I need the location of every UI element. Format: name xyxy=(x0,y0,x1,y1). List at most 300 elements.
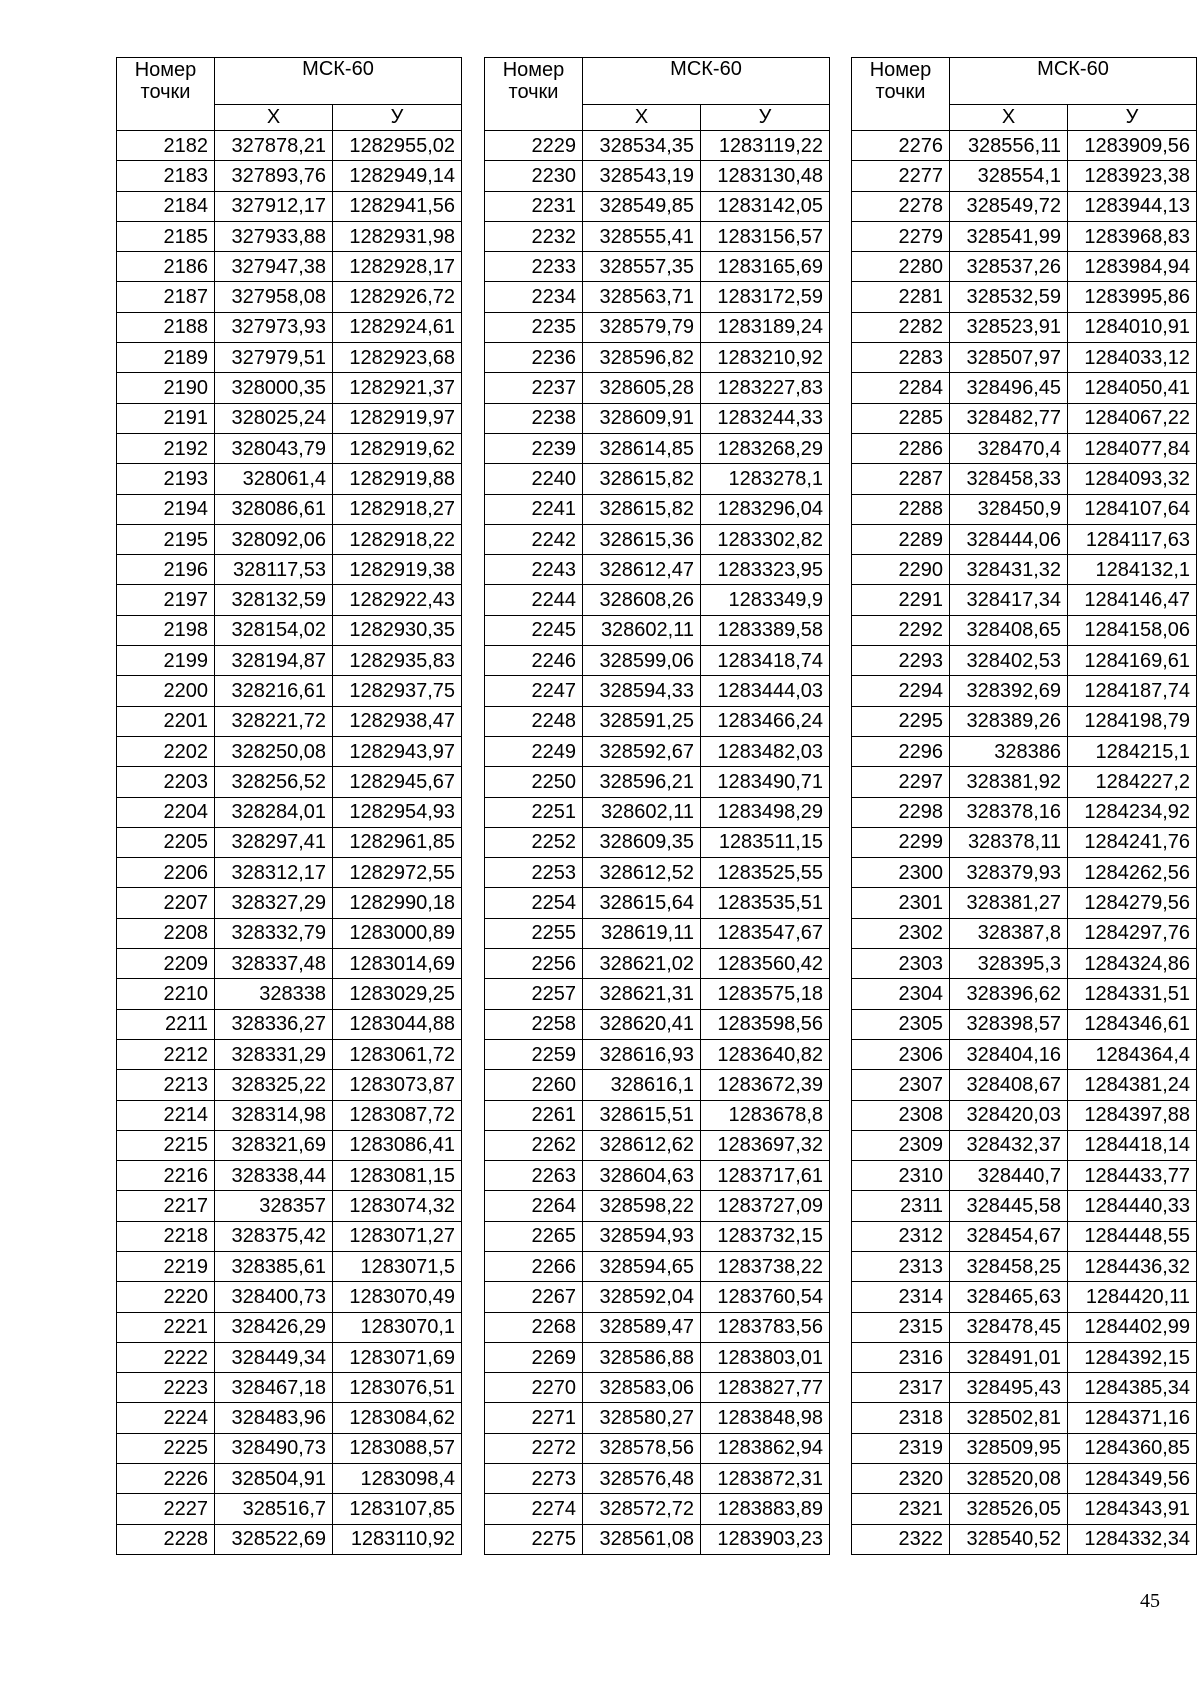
point-number-cell: 2303 xyxy=(852,949,950,979)
point-number-cell: 2259 xyxy=(485,1039,583,1069)
x-coordinate-cell: 328594,33 xyxy=(583,676,701,706)
y-coordinate-cell: 1283490,71 xyxy=(701,767,830,797)
table-row xyxy=(485,1161,830,1191)
y-coordinate-cell: 1283296,04 xyxy=(701,494,830,524)
x-coordinate-cell: 328576,48 xyxy=(583,1464,701,1494)
y-coordinate-cell: 1284234,92 xyxy=(1068,797,1197,827)
table-row xyxy=(117,282,462,312)
x-coordinate-cell: 328619,11 xyxy=(583,918,701,948)
y-coordinate-cell: 1282919,62 xyxy=(333,433,462,463)
point-number-cell: 2206 xyxy=(117,858,215,888)
x-coordinate-cell: 328440,7 xyxy=(950,1161,1068,1191)
x-coordinate-cell: 328594,93 xyxy=(583,1221,701,1251)
x-coordinate-cell: 328387,8 xyxy=(950,918,1068,948)
y-coordinate-cell: 1283968,83 xyxy=(1068,221,1197,251)
x-coordinate-cell: 328598,22 xyxy=(583,1191,701,1221)
y-coordinate-cell: 1283560,42 xyxy=(701,949,830,979)
x-coordinate-cell: 328504,91 xyxy=(215,1464,333,1494)
point-number-cell: 2288 xyxy=(852,494,950,524)
x-coordinate-cell: 328297,41 xyxy=(215,827,333,857)
x-coordinate-cell: 328614,85 xyxy=(583,433,701,463)
y-coordinate-cell: 1284331,51 xyxy=(1068,979,1197,1009)
x-coordinate-cell: 327912,17 xyxy=(215,191,333,221)
x-coordinate-cell: 328615,82 xyxy=(583,464,701,494)
x-coordinate-cell: 328491,01 xyxy=(950,1342,1068,1372)
x-coordinate-cell: 328408,67 xyxy=(950,1070,1068,1100)
table-row xyxy=(117,676,462,706)
point-number-cell: 2198 xyxy=(117,615,215,645)
x-coordinate-cell: 328602,11 xyxy=(583,615,701,645)
point-number-cell: 2218 xyxy=(117,1221,215,1251)
x-coordinate-cell: 328615,36 xyxy=(583,524,701,554)
x-coordinate-cell: 328216,61 xyxy=(215,676,333,706)
x-coordinate-cell: 328389,26 xyxy=(950,706,1068,736)
table-row xyxy=(485,1524,830,1554)
point-number-cell: 2188 xyxy=(117,312,215,342)
point-number-cell: 2271 xyxy=(485,1403,583,1433)
y-coordinate-cell: 1284262,56 xyxy=(1068,858,1197,888)
y-coordinate-cell: 1282918,22 xyxy=(333,524,462,554)
x-coordinate-cell: 328331,29 xyxy=(215,1039,333,1069)
table-row xyxy=(852,1191,1197,1221)
y-coordinate-cell: 1283086,41 xyxy=(333,1130,462,1160)
table-row xyxy=(485,1070,830,1100)
point-number-cell: 2185 xyxy=(117,221,215,251)
x-coordinate-cell: 328604,63 xyxy=(583,1161,701,1191)
x-coordinate-cell: 327958,08 xyxy=(215,282,333,312)
x-coordinate-cell: 328578,56 xyxy=(583,1433,701,1463)
table-row xyxy=(852,676,1197,706)
point-number-cell: 2231 xyxy=(485,191,583,221)
point-number-cell: 2226 xyxy=(117,1464,215,1494)
y-coordinate-cell: 1283783,56 xyxy=(701,1312,830,1342)
point-number-cell: 2251 xyxy=(485,797,583,827)
table-row xyxy=(117,615,462,645)
y-coordinate-cell: 1284346,61 xyxy=(1068,1009,1197,1039)
table-row xyxy=(117,1312,462,1342)
point-number-cell: 2244 xyxy=(485,585,583,615)
table-row xyxy=(117,131,462,161)
point-number-cell: 2234 xyxy=(485,282,583,312)
x-coordinate-cell: 328392,69 xyxy=(950,676,1068,706)
point-number-cell: 2258 xyxy=(485,1009,583,1039)
y-coordinate-cell: 1283073,87 xyxy=(333,1070,462,1100)
point-number-cell: 2221 xyxy=(117,1312,215,1342)
table-row xyxy=(852,373,1197,403)
y-coordinate-cell: 1282922,43 xyxy=(333,585,462,615)
point-number-cell: 2254 xyxy=(485,888,583,918)
table-row xyxy=(117,706,462,736)
point-number-cell: 2225 xyxy=(117,1433,215,1463)
x-coordinate-cell: 328444,06 xyxy=(950,524,1068,554)
table-row xyxy=(485,585,830,615)
y-coordinate-cell: 1284418,14 xyxy=(1068,1130,1197,1160)
table-row xyxy=(852,1009,1197,1039)
table-row xyxy=(117,1282,462,1312)
y-coordinate-cell: 1283995,86 xyxy=(1068,282,1197,312)
x-coordinate-cell: 328616,93 xyxy=(583,1039,701,1069)
x-coordinate-cell: 328609,35 xyxy=(583,827,701,857)
table-row xyxy=(485,1221,830,1251)
point-number-cell: 2282 xyxy=(852,312,950,342)
x-coordinate-cell: 328507,97 xyxy=(950,343,1068,373)
table-row xyxy=(485,1282,830,1312)
table-row xyxy=(852,191,1197,221)
table-row xyxy=(485,555,830,585)
y-coordinate-cell: 1282923,68 xyxy=(333,343,462,373)
y-coordinate-cell: 1284343,91 xyxy=(1068,1494,1197,1524)
point-number-cell: 2228 xyxy=(117,1524,215,1554)
y-coordinate-cell: 1284392,15 xyxy=(1068,1342,1197,1372)
x-column-header: Х xyxy=(950,105,1068,131)
table-row xyxy=(117,221,462,251)
table-row xyxy=(852,282,1197,312)
table-row xyxy=(485,312,830,342)
y-coordinate-cell: 1284187,74 xyxy=(1068,676,1197,706)
x-coordinate-cell: 328404,16 xyxy=(950,1039,1068,1069)
point-number-cell: 2286 xyxy=(852,433,950,463)
table-row xyxy=(852,767,1197,797)
point-number-cell: 2285 xyxy=(852,403,950,433)
point-number-cell: 2304 xyxy=(852,979,950,1009)
coordinates-table-3 xyxy=(851,57,1197,1555)
x-coordinate-cell: 328395,3 xyxy=(950,949,1068,979)
point-number-cell: 2239 xyxy=(485,433,583,463)
y-coordinate-cell: 1283278,1 xyxy=(701,464,830,494)
table-row xyxy=(485,494,830,524)
x-coordinate-cell: 328470,4 xyxy=(950,433,1068,463)
table-row xyxy=(485,1433,830,1463)
y-coordinate-cell: 1283944,13 xyxy=(1068,191,1197,221)
x-coordinate-cell: 328520,08 xyxy=(950,1464,1068,1494)
y-coordinate-cell: 1282919,38 xyxy=(333,555,462,585)
table-row xyxy=(117,252,462,282)
table-row xyxy=(852,1039,1197,1069)
point-number-cell: 2195 xyxy=(117,524,215,554)
x-coordinate-cell: 327878,21 xyxy=(215,131,333,161)
table-row xyxy=(117,1191,462,1221)
table-row xyxy=(852,1161,1197,1191)
coordinates-table-1 xyxy=(116,57,462,1555)
table-row xyxy=(852,1312,1197,1342)
x-coordinate-cell: 328194,87 xyxy=(215,646,333,676)
y-coordinate-cell: 1283535,51 xyxy=(701,888,830,918)
x-coordinate-cell: 328602,11 xyxy=(583,797,701,827)
table-row xyxy=(852,494,1197,524)
y-coordinate-cell: 1284385,34 xyxy=(1068,1373,1197,1403)
point-number-cell: 2207 xyxy=(117,888,215,918)
table-row xyxy=(117,343,462,373)
point-number-cell: 2247 xyxy=(485,676,583,706)
x-coordinate-cell: 328596,82 xyxy=(583,343,701,373)
point-number-cell: 2209 xyxy=(117,949,215,979)
x-coordinate-cell: 328338 xyxy=(215,979,333,1009)
table-row xyxy=(117,1251,462,1281)
point-number-cell: 2232 xyxy=(485,221,583,251)
point-number-cell: 2265 xyxy=(485,1221,583,1251)
y-coordinate-cell: 1283466,24 xyxy=(701,706,830,736)
point-number-cell: 2243 xyxy=(485,555,583,585)
table-row xyxy=(852,464,1197,494)
x-coordinate-cell: 328563,71 xyxy=(583,282,701,312)
x-coordinate-cell: 327973,93 xyxy=(215,312,333,342)
table-row xyxy=(852,131,1197,161)
point-number-cell: 2197 xyxy=(117,585,215,615)
y-coordinate-cell: 1283210,92 xyxy=(701,343,830,373)
y-coordinate-cell: 1284158,06 xyxy=(1068,615,1197,645)
table-row xyxy=(485,1039,830,1069)
y-coordinate-cell: 1284227,2 xyxy=(1068,767,1197,797)
point-number-cell: 2295 xyxy=(852,706,950,736)
point-number-cell: 2217 xyxy=(117,1191,215,1221)
y-coordinate-cell: 1283525,55 xyxy=(701,858,830,888)
x-coordinate-cell: 328555,41 xyxy=(583,221,701,251)
x-coordinate-cell: 328327,29 xyxy=(215,888,333,918)
y-coordinate-cell: 1283110,92 xyxy=(333,1524,462,1554)
point-number-cell: 2187 xyxy=(117,282,215,312)
table-row xyxy=(117,1464,462,1494)
point-number-cell: 2299 xyxy=(852,827,950,857)
point-number-cell: 2184 xyxy=(117,191,215,221)
point-number-cell: 2190 xyxy=(117,373,215,403)
table-row xyxy=(117,949,462,979)
table-row xyxy=(485,1251,830,1281)
y-coordinate-cell: 1284402,99 xyxy=(1068,1312,1197,1342)
x-coordinate-cell: 328312,17 xyxy=(215,858,333,888)
table-row xyxy=(117,161,462,191)
point-number-cell: 2291 xyxy=(852,585,950,615)
y-coordinate-cell: 1284433,77 xyxy=(1068,1161,1197,1191)
table-row xyxy=(117,1373,462,1403)
table-row xyxy=(485,1342,830,1372)
x-coordinate-cell: 328490,73 xyxy=(215,1433,333,1463)
point-number-cell: 2253 xyxy=(485,858,583,888)
x-coordinate-cell: 328221,72 xyxy=(215,706,333,736)
table-row xyxy=(852,1403,1197,1433)
table-row xyxy=(117,464,462,494)
x-coordinate-cell: 328594,65 xyxy=(583,1251,701,1281)
point-number-cell: 2252 xyxy=(485,827,583,857)
x-coordinate-cell: 328000,35 xyxy=(215,373,333,403)
y-coordinate-cell: 1283678,8 xyxy=(701,1100,830,1130)
table-row xyxy=(485,1312,830,1342)
point-number-header: Номер точки xyxy=(117,58,215,131)
y-coordinate-cell: 1283061,72 xyxy=(333,1039,462,1069)
x-coordinate-cell: 328025,24 xyxy=(215,403,333,433)
x-coordinate-cell: 328337,48 xyxy=(215,949,333,979)
x-coordinate-cell: 328537,26 xyxy=(950,252,1068,282)
table-row xyxy=(852,706,1197,736)
y-coordinate-cell: 1282928,17 xyxy=(333,252,462,282)
table-row xyxy=(852,646,1197,676)
y-coordinate-cell: 1282955,02 xyxy=(333,131,462,161)
point-number-cell: 2281 xyxy=(852,282,950,312)
table-row xyxy=(852,1373,1197,1403)
x-coordinate-cell: 327933,88 xyxy=(215,221,333,251)
y-coordinate-cell: 1282945,67 xyxy=(333,767,462,797)
x-coordinate-cell: 328615,64 xyxy=(583,888,701,918)
y-coordinate-cell: 1284440,33 xyxy=(1068,1191,1197,1221)
table-row xyxy=(117,1342,462,1372)
y-coordinate-cell: 1282918,27 xyxy=(333,494,462,524)
point-number-cell: 2275 xyxy=(485,1524,583,1554)
point-number-cell: 2211 xyxy=(117,1009,215,1039)
y-coordinate-cell: 1283984,94 xyxy=(1068,252,1197,282)
x-coordinate-cell: 328381,27 xyxy=(950,888,1068,918)
point-number-cell: 2302 xyxy=(852,918,950,948)
y-coordinate-cell: 1283029,25 xyxy=(333,979,462,1009)
table-row xyxy=(117,1161,462,1191)
x-coordinate-cell: 328621,02 xyxy=(583,949,701,979)
y-coordinate-cell: 1283738,22 xyxy=(701,1251,830,1281)
y-coordinate-cell: 1284448,55 xyxy=(1068,1221,1197,1251)
point-number-cell: 2283 xyxy=(852,343,950,373)
point-number-cell: 2273 xyxy=(485,1464,583,1494)
x-coordinate-cell: 328336,27 xyxy=(215,1009,333,1039)
y-coordinate-cell: 1284436,32 xyxy=(1068,1251,1197,1281)
table-row xyxy=(485,464,830,494)
point-number-cell: 2289 xyxy=(852,524,950,554)
table-row xyxy=(852,585,1197,615)
x-coordinate-cell: 328449,34 xyxy=(215,1342,333,1372)
table-row xyxy=(117,555,462,585)
point-number-cell: 2222 xyxy=(117,1342,215,1372)
y-coordinate-cell: 1284198,79 xyxy=(1068,706,1197,736)
point-number-cell: 2214 xyxy=(117,1100,215,1130)
y-column-header: У xyxy=(701,105,830,131)
x-column-header: Х xyxy=(215,105,333,131)
y-coordinate-cell: 1283189,24 xyxy=(701,312,830,342)
x-coordinate-cell: 328154,02 xyxy=(215,615,333,645)
point-number-cell: 2261 xyxy=(485,1100,583,1130)
table-row xyxy=(117,979,462,1009)
table-row xyxy=(852,797,1197,827)
x-coordinate-cell: 328540,52 xyxy=(950,1524,1068,1554)
y-coordinate-cell: 1283142,05 xyxy=(701,191,830,221)
table-row xyxy=(852,918,1197,948)
y-coordinate-cell: 1283717,61 xyxy=(701,1161,830,1191)
point-number-cell: 2287 xyxy=(852,464,950,494)
point-number-cell: 2249 xyxy=(485,736,583,766)
table-row xyxy=(117,1433,462,1463)
point-number-cell: 2310 xyxy=(852,1161,950,1191)
table-row xyxy=(485,767,830,797)
y-coordinate-cell: 1282941,56 xyxy=(333,191,462,221)
table-row xyxy=(485,646,830,676)
y-coordinate-cell: 1283130,48 xyxy=(701,161,830,191)
table-row xyxy=(485,221,830,251)
point-number-cell: 2321 xyxy=(852,1494,950,1524)
point-number-cell: 2315 xyxy=(852,1312,950,1342)
y-coordinate-cell: 1283697,32 xyxy=(701,1130,830,1160)
table-row xyxy=(485,676,830,706)
point-number-cell: 2301 xyxy=(852,888,950,918)
x-coordinate-cell: 328621,31 xyxy=(583,979,701,1009)
point-number-cell: 2314 xyxy=(852,1282,950,1312)
table-row xyxy=(852,888,1197,918)
y-coordinate-cell: 1283323,95 xyxy=(701,555,830,585)
y-coordinate-cell: 1283172,59 xyxy=(701,282,830,312)
x-coordinate-cell: 328375,42 xyxy=(215,1221,333,1251)
point-number-cell: 2320 xyxy=(852,1464,950,1494)
table-row xyxy=(852,433,1197,463)
x-coordinate-cell: 328061,4 xyxy=(215,464,333,494)
y-column-header: У xyxy=(1068,105,1197,131)
table-row xyxy=(117,373,462,403)
y-coordinate-cell: 1283444,03 xyxy=(701,676,830,706)
table-row xyxy=(852,403,1197,433)
x-coordinate-cell: 328616,1 xyxy=(583,1070,701,1100)
x-coordinate-cell: 328543,19 xyxy=(583,161,701,191)
y-coordinate-cell: 1283862,94 xyxy=(701,1433,830,1463)
x-coordinate-cell: 328522,69 xyxy=(215,1524,333,1554)
x-coordinate-cell: 328541,99 xyxy=(950,221,1068,251)
x-coordinate-cell: 328086,61 xyxy=(215,494,333,524)
x-coordinate-cell: 328509,95 xyxy=(950,1433,1068,1463)
table-row xyxy=(485,1130,830,1160)
y-coordinate-cell: 1282949,14 xyxy=(333,161,462,191)
x-coordinate-cell: 328321,69 xyxy=(215,1130,333,1160)
y-coordinate-cell: 1283418,74 xyxy=(701,646,830,676)
point-number-cell: 2255 xyxy=(485,918,583,948)
table-row xyxy=(485,403,830,433)
y-coordinate-cell: 1283872,31 xyxy=(701,1464,830,1494)
table-row xyxy=(117,403,462,433)
point-number-cell: 2224 xyxy=(117,1403,215,1433)
page-number: 45 xyxy=(1140,1590,1160,1612)
y-coordinate-cell: 1283498,29 xyxy=(701,797,830,827)
y-coordinate-cell: 1284107,64 xyxy=(1068,494,1197,524)
y-coordinate-cell: 1284050,41 xyxy=(1068,373,1197,403)
table-row xyxy=(852,524,1197,554)
x-coordinate-cell: 328450,9 xyxy=(950,494,1068,524)
table-row xyxy=(485,706,830,736)
x-coordinate-cell: 328554,1 xyxy=(950,161,1068,191)
x-coordinate-cell: 328502,81 xyxy=(950,1403,1068,1433)
y-coordinate-cell: 1282931,98 xyxy=(333,221,462,251)
table-row xyxy=(117,858,462,888)
table-row xyxy=(485,282,830,312)
y-coordinate-cell: 1282924,61 xyxy=(333,312,462,342)
table-row xyxy=(117,494,462,524)
x-coordinate-cell: 328417,34 xyxy=(950,585,1068,615)
point-number-cell: 2311 xyxy=(852,1191,950,1221)
x-coordinate-cell: 328379,93 xyxy=(950,858,1068,888)
x-coordinate-cell: 328325,22 xyxy=(215,1070,333,1100)
point-number-cell: 2280 xyxy=(852,252,950,282)
table-row xyxy=(852,736,1197,766)
point-number-cell: 2316 xyxy=(852,1342,950,1372)
x-coordinate-cell: 328615,51 xyxy=(583,1100,701,1130)
point-number-cell: 2205 xyxy=(117,827,215,857)
y-coordinate-cell: 1283156,57 xyxy=(701,221,830,251)
table-row xyxy=(485,373,830,403)
point-number-cell: 2270 xyxy=(485,1373,583,1403)
table-row xyxy=(117,1039,462,1069)
point-number-cell: 2212 xyxy=(117,1039,215,1069)
table-row xyxy=(485,343,830,373)
x-coordinate-cell: 328465,63 xyxy=(950,1282,1068,1312)
point-number-cell: 2250 xyxy=(485,767,583,797)
y-coordinate-cell: 1283598,56 xyxy=(701,1009,830,1039)
y-coordinate-cell: 1282935,83 xyxy=(333,646,462,676)
table-row xyxy=(852,1342,1197,1372)
table-row xyxy=(852,555,1197,585)
y-coordinate-cell: 1283098,4 xyxy=(333,1464,462,1494)
table-row xyxy=(852,1100,1197,1130)
y-coordinate-cell: 1283732,15 xyxy=(701,1221,830,1251)
x-coordinate-cell: 328408,65 xyxy=(950,615,1068,645)
